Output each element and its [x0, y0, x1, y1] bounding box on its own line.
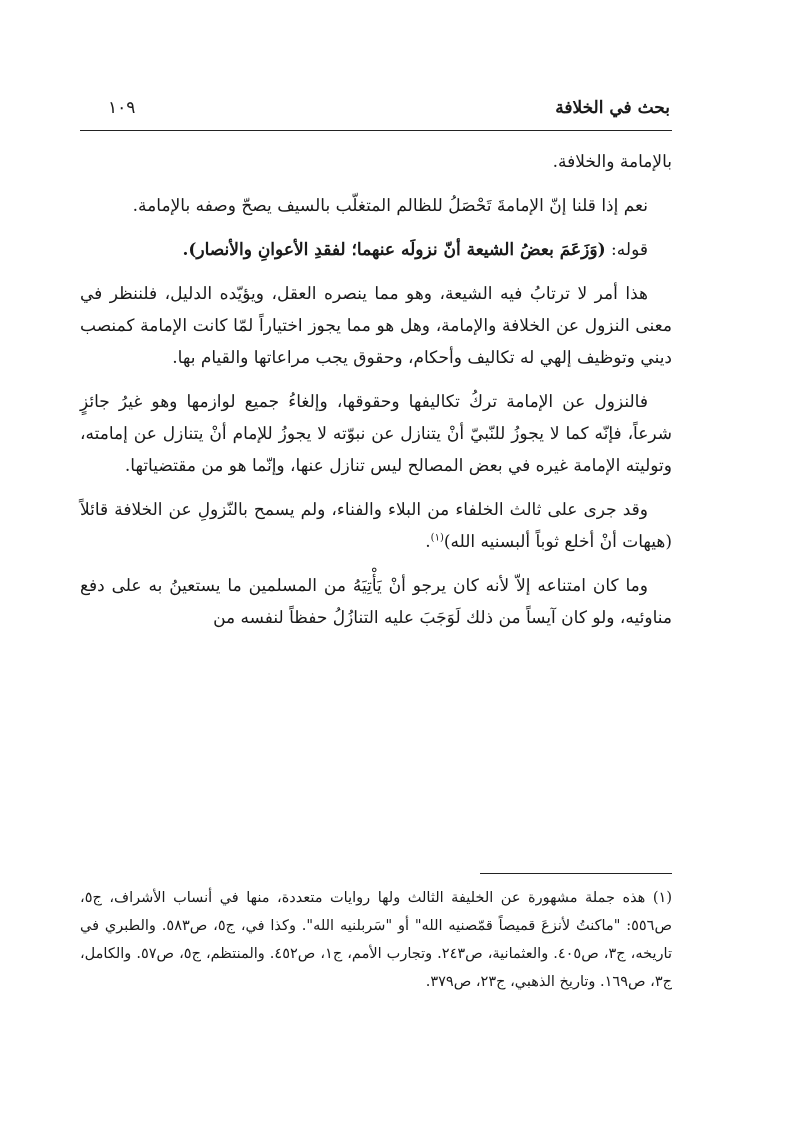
quote-prefix: قوله: — [605, 240, 648, 260]
quoted-text: (وَزَعَمَ بعضُ الشيعة أنّ نزولَه عنهما؛ لفقدِ الأعوانِ والأنصار). — [182, 240, 606, 260]
header-rule — [80, 130, 672, 131]
paragraph-1: بالإمامة والخلافة. — [552, 152, 672, 172]
paragraph-5: فالنزول عن الإمامة تركُ تكاليفها وحقوقها، وإلغاءُ جميع لوازمها وهو غيرُ جائزٍ شرعاً، فإنّه كما لا يجوزُ للنّبيّ أنْ يتنازل عن نبوّته لا يجوزُ للإمام أنْ يتنازل عن إمامته، وتوليته الإمامة غيره في بعض المصالح ليس تنازل عنها، وإنّما هو من مقتضياتها. — [80, 392, 672, 476]
paragraph-6-end: . — [425, 532, 431, 552]
running-title: بحث في الخلافة — [555, 98, 670, 118]
page-header — [80, 98, 670, 128]
footnote-1: (١) هذه جملة مشهورة عن الخليفة الثالث ولها روايات متعددة، منها في أنساب الأشراف، ج٥، ص٥٥٦: "ماكنتُ لأنزعَ قميصاً قمّصنيه الله" أو "سَربلنيه الله". وكذا في، ج٥، ص٥٨٣. والطبري في تاريخه، ج٣، ص٤٠٥. والعثمانية، ص٢٤٣. وتجارب الأمم، ج١، ص٤٥٢. والمنتظم، ج٥، ص٥٧. والكامل، ج٣، ص١٦٩. وتاريخ الذهبي، ج٢٣، ص٣٧٩. — [80, 890, 672, 990]
page-number: ١٠٩ — [108, 98, 136, 118]
paragraph-4: هذا أمر لا ترتابُ فيه الشيعة، وهو مما ينصره العقل، ويؤيّده الدليل، فلننظر في معنى النزول عن الخلافة والإمامة، وهل هو مما يجوز اختياراً لمّا كانت الإمامة كمنصب ديني وتوظيف إلهي له تكاليف وأحكام، وحقوق يجب مراعاتها والقيام بها. — [80, 284, 672, 368]
paragraph-6 — [80, 494, 672, 558]
main-text — [80, 146, 672, 646]
footnote — [80, 884, 672, 996]
footnote-ref: (١) — [430, 532, 444, 544]
footnote-rule — [480, 873, 672, 874]
paragraph-2: نعم إذا قلنا إنّ الإمامةَ تَحْصَلُ للظالم المتغلّب بالسيف يصحّ وصفه بالإمامة. — [132, 196, 648, 216]
paragraph-6-text: وقد جرى على ثالث الخلفاء من البلاء والفناء، ولم يسمح بالنّزولِ عن الخلافة قائلاً (هيهات أنْ أخلع ثوباً ألبسنيه الله) — [80, 500, 672, 552]
paragraph-3 — [80, 234, 672, 266]
paragraph-7: وما كان امتناعه إلاّ لأنه كان يرجو أنْ يَأْتِيَهُ من المسلمين ما يستعينُ به على دفع مناوئيه، ولو كان آيساً من ذلك لَوَجَبَ عليه التنازُلُ حفظاً لنفسه من — [80, 576, 672, 628]
